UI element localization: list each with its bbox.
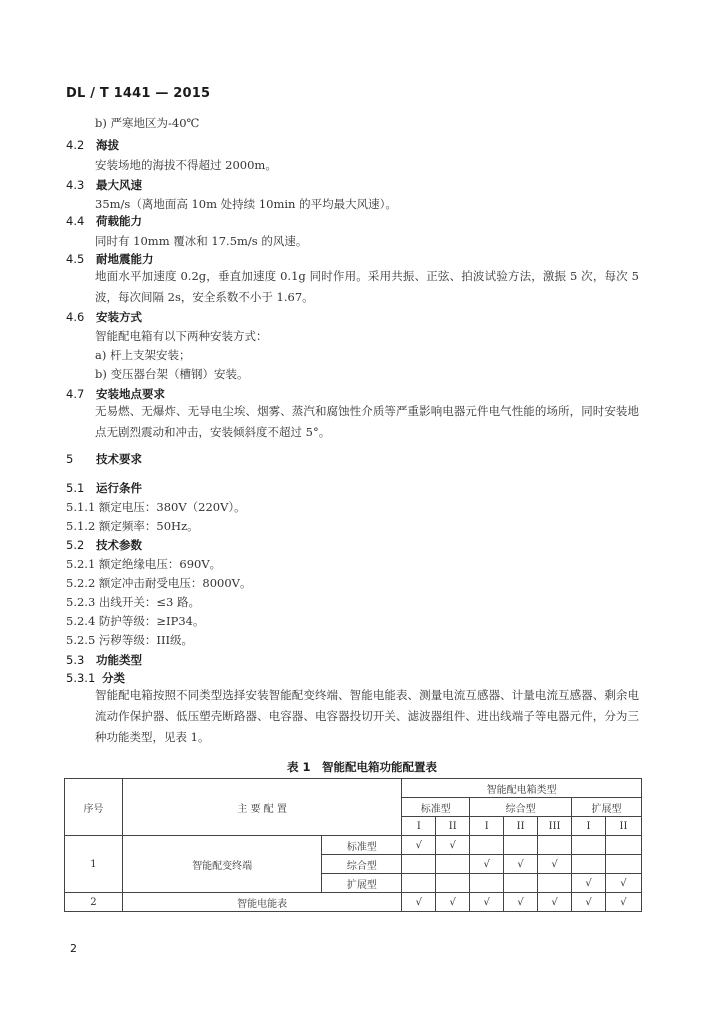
header-box-type: 智能配电箱类型 xyxy=(402,779,642,798)
check-mark xyxy=(538,874,572,893)
section-number: 4.2 xyxy=(66,138,85,152)
check-mark: √ xyxy=(436,836,470,855)
type-group-comprehensive: 综合型 xyxy=(470,798,572,817)
section-4-6-text: 智能配电箱有以下两种安装方式： xyxy=(95,329,268,343)
check-mark: √ xyxy=(402,836,436,855)
section-5-2-3: 5.2.3 出线开关：≤3 路。 xyxy=(66,595,201,609)
check-mark: √ xyxy=(470,893,504,912)
check-mark xyxy=(436,874,470,893)
row-sub-label: 标准型 xyxy=(322,836,402,855)
section-number: 4.5 xyxy=(66,252,85,266)
sub-label: I xyxy=(402,817,436,836)
section-number: 4.3 xyxy=(66,178,85,192)
check-mark: √ xyxy=(402,893,436,912)
section-title: 运行条件 xyxy=(96,481,142,495)
check-mark xyxy=(470,836,504,855)
section-4-7-heading xyxy=(66,386,165,402)
section-title: 耐地震能力 xyxy=(96,252,154,266)
section-title: 技术参数 xyxy=(96,538,142,552)
section-number: 5.1 xyxy=(66,481,85,495)
section-5-1-1: 5.1.1 额定电压：380V（220V）。 xyxy=(66,500,246,514)
check-mark xyxy=(436,855,470,874)
check-mark xyxy=(504,836,538,855)
section-title: 海拔 xyxy=(96,138,119,152)
row-name: 智能电能表 xyxy=(122,893,401,912)
section-title: 功能类型 xyxy=(96,653,142,667)
check-mark xyxy=(402,855,436,874)
check-mark: √ xyxy=(538,893,572,912)
header-seq: 序号 xyxy=(65,779,123,836)
table-caption: 表 1 智能配电箱功能配置表 xyxy=(286,760,437,774)
section-5-3-1-heading xyxy=(66,670,125,686)
row-seq: 1 xyxy=(65,836,123,893)
row-name: 智能配变终端 xyxy=(122,836,322,893)
type-group-extended: 扩展型 xyxy=(572,798,642,817)
check-mark: √ xyxy=(470,855,504,874)
sub-label: II xyxy=(436,817,470,836)
check-mark xyxy=(572,855,606,874)
section-number: 5.3.1 xyxy=(66,671,96,685)
section-5-2-heading xyxy=(66,537,142,553)
section-number: 5.2 xyxy=(66,538,85,552)
check-mark xyxy=(538,836,572,855)
section-5-2-5: 5.2.5 污秽等级：III级。 xyxy=(66,633,194,647)
section-4-2-text: 安装场地的海拔不得超过 2000m。 xyxy=(95,158,277,172)
sub-label: II xyxy=(605,817,641,836)
sub-label: II xyxy=(504,817,538,836)
check-mark: √ xyxy=(538,855,572,874)
header-main-config: 主 要 配 置 xyxy=(122,779,401,836)
section-title: 安装方式 xyxy=(96,310,142,324)
section-4-5-heading xyxy=(66,251,154,267)
section-4-3-heading xyxy=(66,177,142,193)
section-4-4-heading xyxy=(66,213,142,229)
page-number: 2 xyxy=(70,942,77,955)
section-5-2-4: 5.2.4 防护等级：≥IP34。 xyxy=(66,614,205,628)
check-mark xyxy=(605,855,641,874)
section-5-2-1: 5.2.1 额定绝缘电压：690V。 xyxy=(66,557,222,571)
check-mark: √ xyxy=(605,893,641,912)
section-title: 安装地点要求 xyxy=(96,387,165,401)
section-5-1-2: 5.1.2 额定频率：50Hz。 xyxy=(66,519,199,533)
section-title: 荷载能力 xyxy=(96,214,142,228)
function-config-table xyxy=(64,778,642,912)
section-number: 4.7 xyxy=(66,387,85,401)
row-seq: 2 xyxy=(65,893,123,912)
section-5-3-heading xyxy=(66,652,142,668)
check-mark xyxy=(470,874,504,893)
section-number: 4.6 xyxy=(66,310,85,324)
section-title: 最大风速 xyxy=(96,178,142,192)
section-5-heading xyxy=(66,451,142,467)
check-mark: √ xyxy=(436,893,470,912)
sub-label: III xyxy=(538,817,572,836)
section-4-6-item-b: b) 变压器台架（槽钢）安装。 xyxy=(95,367,249,381)
section-4-6-item-a: a) 杆上支架安装； xyxy=(95,348,191,362)
check-mark xyxy=(605,836,641,855)
section-number: 5.3 xyxy=(66,653,85,667)
item-b-temperature: b) 严寒地区为-40℃ xyxy=(95,116,200,130)
section-number: 5 xyxy=(66,452,74,466)
check-mark: √ xyxy=(572,874,606,893)
section-4-2-heading xyxy=(66,137,119,153)
check-mark: √ xyxy=(504,893,538,912)
section-4-4-text: 同时有 10mm 覆冰和 17.5m/s 的风速。 xyxy=(95,234,308,248)
check-mark: √ xyxy=(605,874,641,893)
sub-label: I xyxy=(470,817,504,836)
document-code-header: DL / T 1441 — 2015 xyxy=(66,86,211,101)
check-mark xyxy=(572,836,606,855)
section-4-3-text: 35m/s（离地面高 10m 处持续 10min 的平均最大风速）。 xyxy=(95,197,397,211)
check-mark xyxy=(402,874,436,893)
section-title: 分类 xyxy=(102,671,125,685)
check-mark: √ xyxy=(504,855,538,874)
section-5-2-2: 5.2.2 额定冲击耐受电压：8000V。 xyxy=(66,576,252,590)
section-4-7-text: 无易燃、无爆炸、无导电尘埃、烟雾、蒸汽和腐蚀性介质等严重影响电器元件电气性能的场所，同时安装地点无剧烈震动和冲击，安装倾斜度不超过 5°。 xyxy=(95,404,639,439)
section-number: 4.4 xyxy=(66,214,85,228)
section-4-5-text: 地面水平加速度 0.2g，垂直加速度 0.1g 同时作用。采用共振、正弦、拍波试验方法，激振 5 次，每次 5 波，每次间隔 2s，安全系数不小于 1.67。 xyxy=(95,269,639,304)
check-mark: √ xyxy=(572,893,606,912)
section-title: 技术要求 xyxy=(96,452,142,466)
sub-label: I xyxy=(572,817,606,836)
row-sub-label: 扩展型 xyxy=(322,874,402,893)
section-4-6-heading xyxy=(66,309,142,325)
section-5-3-1-text: 智能配电箱按照不同类型选择安装智能配变终端、智能电能表、测量电流互感器、计量电流互感器、剩余电流动作保护器、低压塑壳断路器、电容器、电容器投切开关、滤波器组件、进出线端子等电器元件，分为三种功能类型，见表 1。 xyxy=(95,688,639,744)
type-group-standard: 标准型 xyxy=(402,798,470,817)
section-5-1-heading xyxy=(66,480,142,496)
row-sub-label: 综合型 xyxy=(322,855,402,874)
check-mark xyxy=(504,874,538,893)
